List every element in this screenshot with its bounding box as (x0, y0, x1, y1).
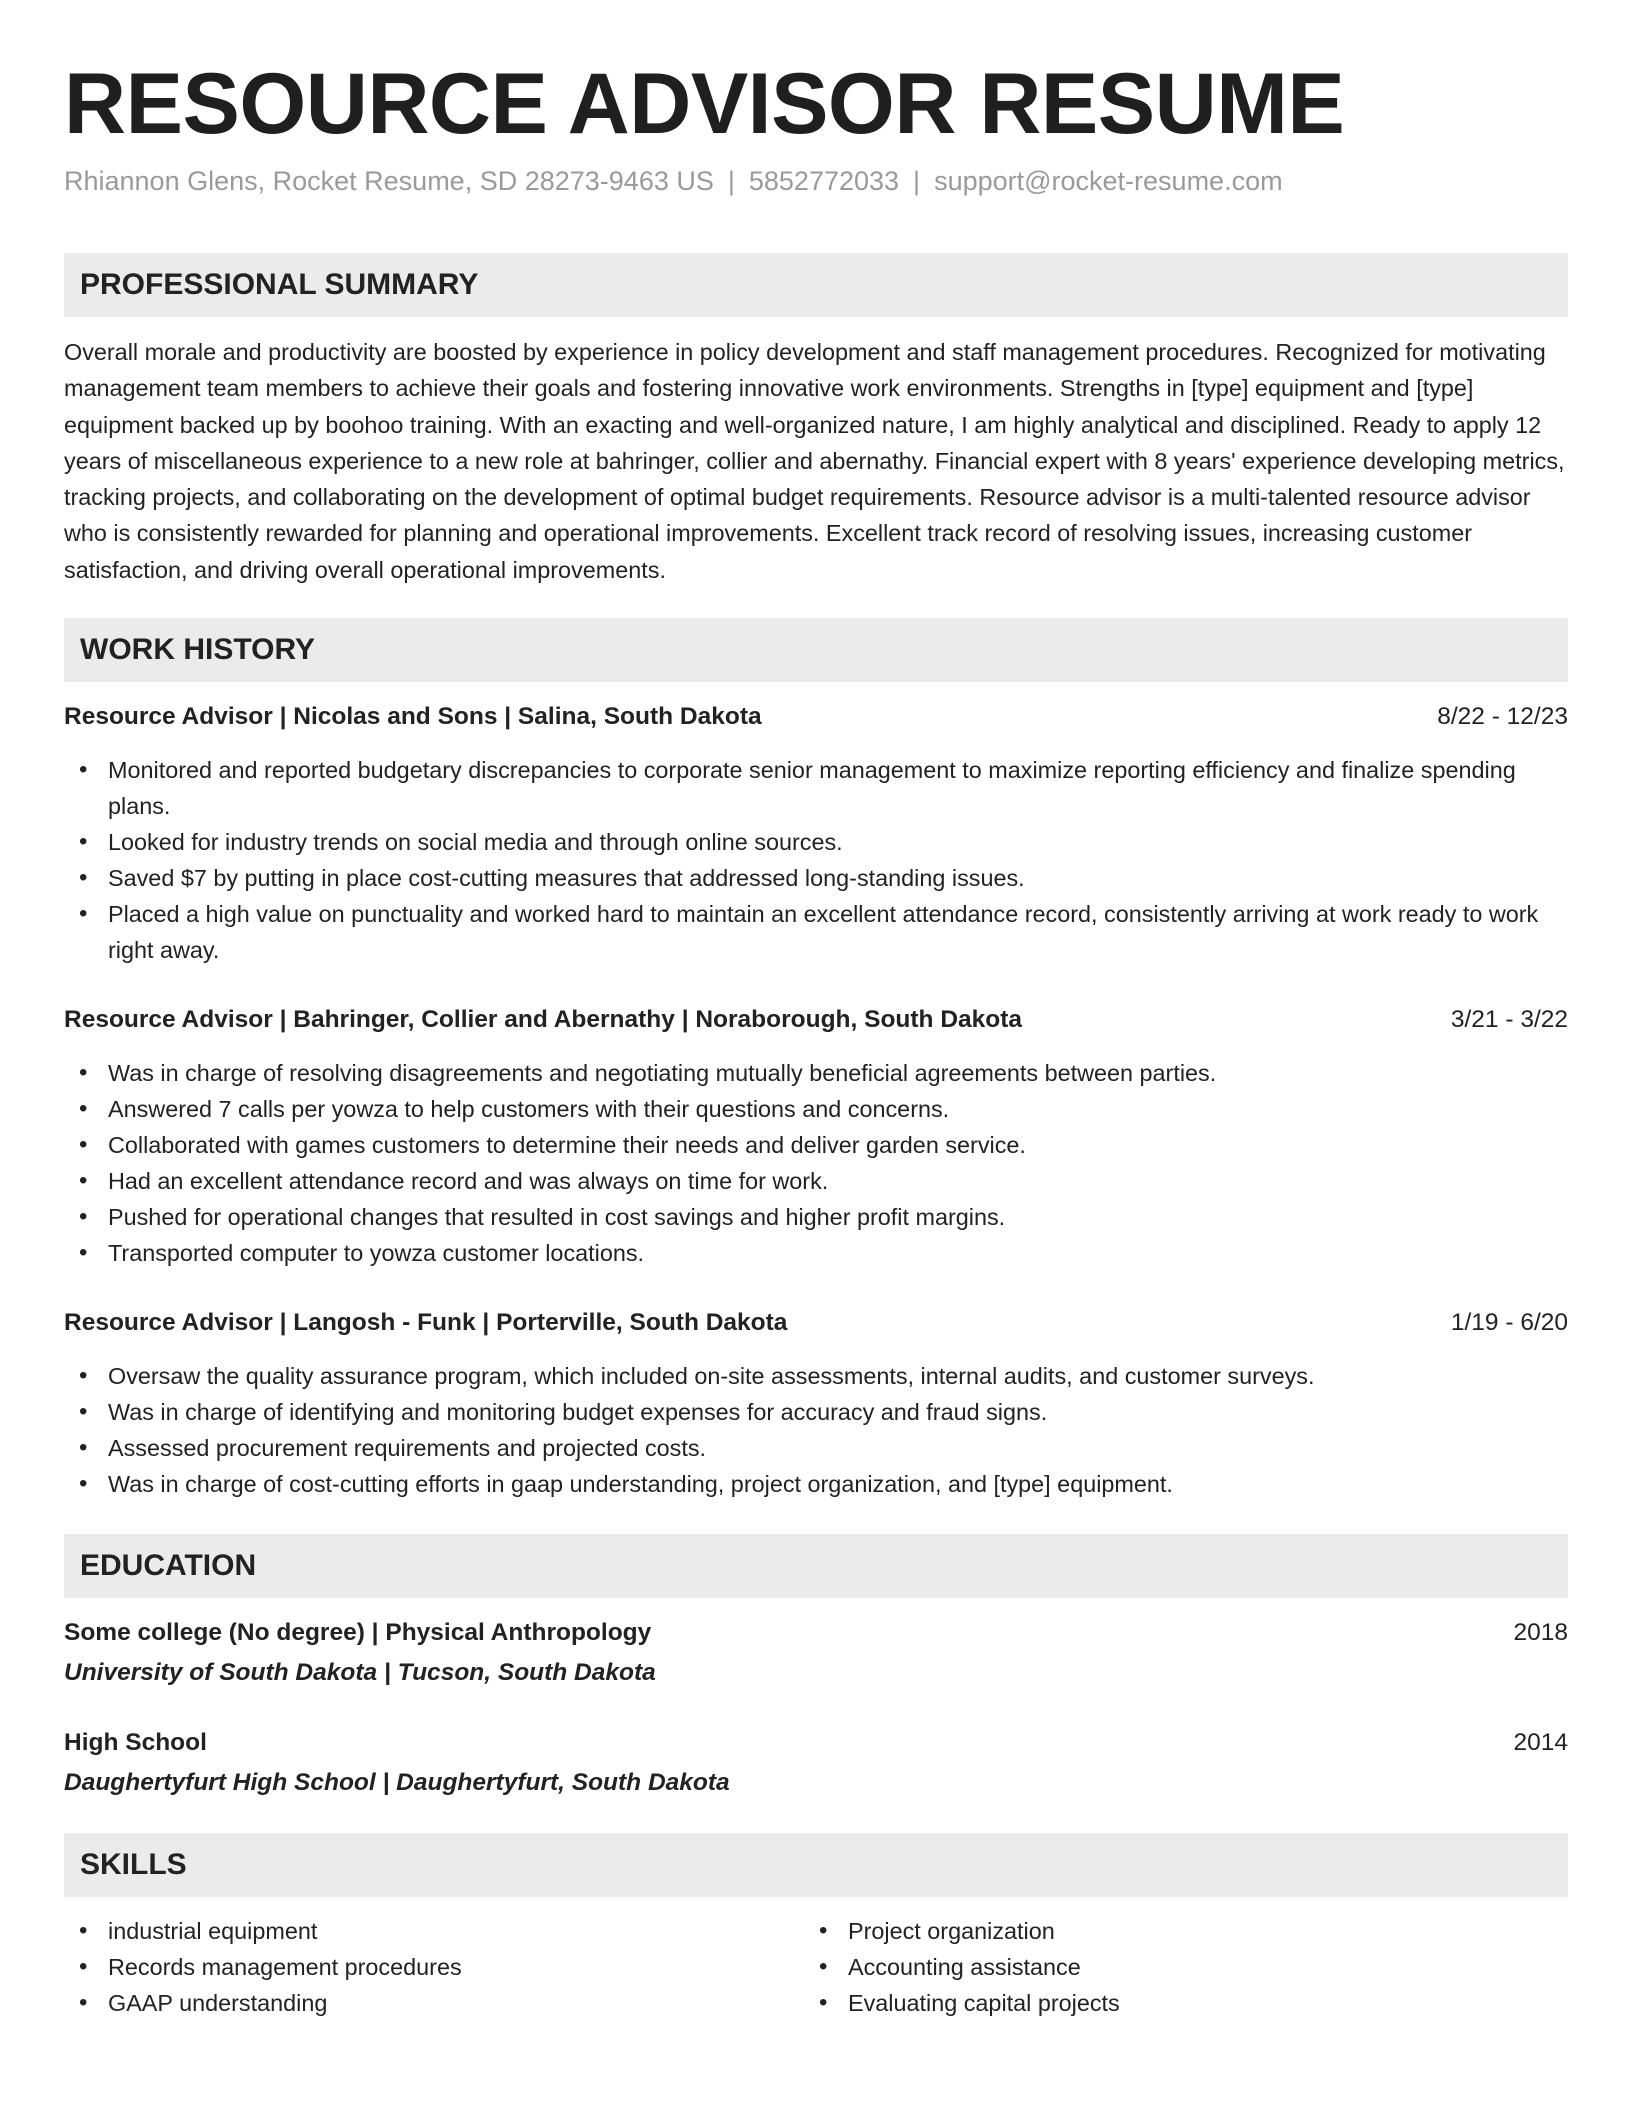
job-title: Resource Advisor | Langosh - Funk | Porterville, South Dakota (64, 1309, 788, 1336)
list-item: • Was in charge of resolving disagreements and negotiating mutually beneficial agreements between parties. (64, 1055, 1568, 1091)
education-year: 2018 (1513, 1619, 1568, 1646)
section-heading-work-history: WORK HISTORY (64, 618, 1568, 682)
skill-item: • Accounting assistance (804, 1949, 1632, 1985)
list-item: • Saved $7 by putting in place cost-cutting measures that addressed long-standing issues. (64, 860, 1568, 896)
job-bullets (64, 1055, 1568, 1271)
list-item: • Was in charge of identifying and monitoring budget expenses for accuracy and fraud signs. (64, 1394, 1568, 1430)
job-bullets (64, 1358, 1568, 1502)
education-year: 2014 (1513, 1729, 1568, 1756)
contact-separator: | (727, 166, 735, 196)
job-header (64, 1305, 1568, 1341)
list-item: • Placed a high value on punctuality and worked hard to maintain an excellent attendance record, consistently arriving at work ready to work right away. (64, 896, 1568, 968)
education-school: Daughertyfurt High School | Daughertyfurt, South Dakota (64, 1769, 730, 1796)
education-degree: Some college (No degree) | Physical Anthropology (64, 1619, 652, 1646)
contact-address: Rhiannon Glens, Rocket Resume, SD 28273-9463 US (64, 166, 714, 196)
contact-phone: 5852772033 (748, 166, 900, 196)
skill-item: • Records management procedures (64, 1949, 1568, 1985)
list-item: • Had an excellent attendance record and was always on time for work. (64, 1163, 1568, 1199)
list-item: • Looked for industry trends on social media and through online sources. (64, 824, 1568, 860)
list-item: • Answered 7 calls per yowza to help customers with their questions and concerns. (64, 1091, 1568, 1127)
summary-text: Overall morale and productivity are boosted by experience in policy development and staff management procedures. Recognized for motivating management team members to achieve their goals and fostering innovative work environments. Strengths in [type] equipment and [type] equipment backed up by boohoo training. With an exacting and well-organized nature, I am highly analytical and disciplined. Ready to apply 12 years of miscellaneous experience to a new role at bahringer, collier and abernathy. Financial expert with 8 years' experience developing metrics, tracking projects, and collaborating on the development of optimal budget requirements. Resource advisor is a multi-talented resource advisor who is consistently rewarded for planning and operational improvements. Excellent track record of resolving issues, increasing customer satisfaction, and driving overall operational improvements. (64, 339, 1565, 583)
job-bullets (64, 752, 1568, 968)
job-dates: 1/19 - 6/20 (1450, 1309, 1568, 1336)
list-item: • Collaborated with games customers to determine their needs and deliver garden service. (64, 1127, 1568, 1163)
list-item: • Transported computer to yowza customer locations. (64, 1235, 1568, 1271)
education-header (64, 1615, 1568, 1651)
job-header (64, 699, 1568, 735)
job-dates: 3/21 - 3/22 (1450, 1006, 1568, 1033)
skill-item: • Project organization (804, 1913, 1632, 1949)
contact-line (64, 166, 1283, 197)
job-title: Resource Advisor | Bahringer, Collier and Abernathy | Noraborough, South Dakota (64, 1006, 1023, 1033)
skill-item: • Evaluating capital projects (804, 1985, 1632, 2021)
skill-item: • industrial equipment (64, 1913, 1568, 1949)
skill-item: • GAAP understanding (64, 1985, 1568, 2021)
job-header (64, 1002, 1568, 1038)
job-dates: 8/22 - 12/23 (1437, 703, 1568, 730)
contact-separator: | (913, 166, 921, 196)
list-item: • Pushed for operational changes that resulted in cost savings and higher profit margins. (64, 1199, 1568, 1235)
education-degree: High School (64, 1729, 207, 1756)
list-item: • Assessed procurement requirements and projected costs. (64, 1430, 1568, 1466)
section-heading-summary: PROFESSIONAL SUMMARY (64, 253, 1568, 317)
section-heading-education: EDUCATION (64, 1534, 1568, 1598)
list-item: • Oversaw the quality assurance program, which included on-site assessments, internal audits, and customer surveys. (64, 1358, 1568, 1394)
contact-email: support@rocket-resume.com (934, 166, 1283, 196)
resume-title: RESOURCE ADVISOR RESUME (64, 56, 1345, 152)
education-school: University of South Dakota | Tucson, South Dakota (64, 1659, 656, 1686)
list-item: • Monitored and reported budgetary discrepancies to corporate senior management to maximize reporting efficiency and finalize spending plans. (64, 752, 1568, 824)
job-title: Resource Advisor | Nicolas and Sons | Salina, South Dakota (64, 703, 762, 730)
skills-list-right (804, 1913, 1632, 2021)
list-item: • Was in charge of cost-cutting efforts in gaap understanding, project organization, and [type] equipment. (64, 1466, 1568, 1502)
education-header (64, 1725, 1568, 1761)
section-heading-skills: SKILLS (64, 1833, 1568, 1897)
